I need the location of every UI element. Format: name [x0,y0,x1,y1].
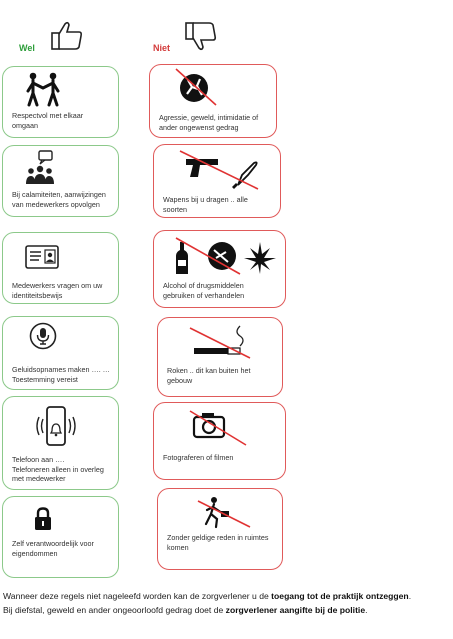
wel-card-id [2,232,119,304]
aggression-icon [170,67,220,107]
phone-ringing-icon [34,405,78,449]
footer-line-1-bold: toegang tot de praktijk ontzeggen [271,591,409,601]
niet-card-alcohol [153,230,286,308]
id-card-icon [25,245,59,269]
footer-line-1-end: . [408,591,412,601]
niet-card-camera [153,402,286,480]
footer-line-2-end: . [365,605,368,615]
lock-icon [33,507,53,531]
wel-card-lock [2,496,119,578]
niet-card-rooms [157,488,283,570]
wel-card-phone [2,396,119,490]
footer-line-2-text: Bij diefstal, geweld en ander ongeoorloofd gedrag doet de [3,605,226,615]
niet-card-weapons [153,144,281,218]
footer-line-2 [3,604,368,616]
weapons-icon [176,147,260,191]
walking-person-icon [188,495,252,529]
niet-label-weapons: Wapens bij u dragen .. alle soorten [163,195,248,214]
wel-label-calamities: Bij calamiteiten, aanwijzingen van medewerkers opvolgen [12,190,106,209]
thumbs-down-icon [184,20,218,52]
wel-label-id: Medewerkers vragen om uw identiteitsbewijs [12,281,103,300]
niet-card-aggression [149,64,277,138]
wel-card-audio [2,316,119,390]
cigarette-icon [188,324,252,360]
niet-label-alcohol: Alcohol of drugsmiddelen gebruiken of verhandelen [163,281,245,300]
niet-label-aggression: Agressie, geweld, intimidatie of ander ongewenst gedrag [159,113,259,132]
wel-card-calamities [2,145,119,217]
niet-card-smoking [157,317,283,397]
wel-label-phone: Telefoon aan …. Telefoneren alleen in overleg met medewerker [12,455,104,483]
niet-label-smoking: Roken .. dit kan buiten het gebouw [167,366,251,385]
footer-line-1-text: Wanneer deze regels niet nageleefd worden kan de zorgverlener u de [3,591,272,601]
handshake-icon [23,71,63,107]
niet-label-rooms: Zonder geldige reden in ruimtes komen [167,533,269,552]
niet-header: Niet [153,43,171,53]
wel-label-respect: Respectvol met elkaar omgaan [12,111,84,130]
footer-line-2-bold: zorgverlener aangifte bij de politie [225,605,366,615]
wel-label-lock: Zelf verantwoordelijk voor eigendommen [12,539,94,558]
alcohol-drugs-icon [174,236,278,276]
wel-header: Wel [19,43,35,53]
microphone-icon [29,322,57,350]
group-speech-icon [23,149,57,185]
footer-line-1 [3,590,411,602]
wel-label-audio: Geluidsopnames maken …. … Toestemming vereist [12,365,110,384]
thumbs-up-icon [50,20,84,52]
wel-card-respect [2,66,119,138]
niet-label-camera: Fotograferen of filmen [163,453,234,462]
camera-icon [180,409,250,447]
